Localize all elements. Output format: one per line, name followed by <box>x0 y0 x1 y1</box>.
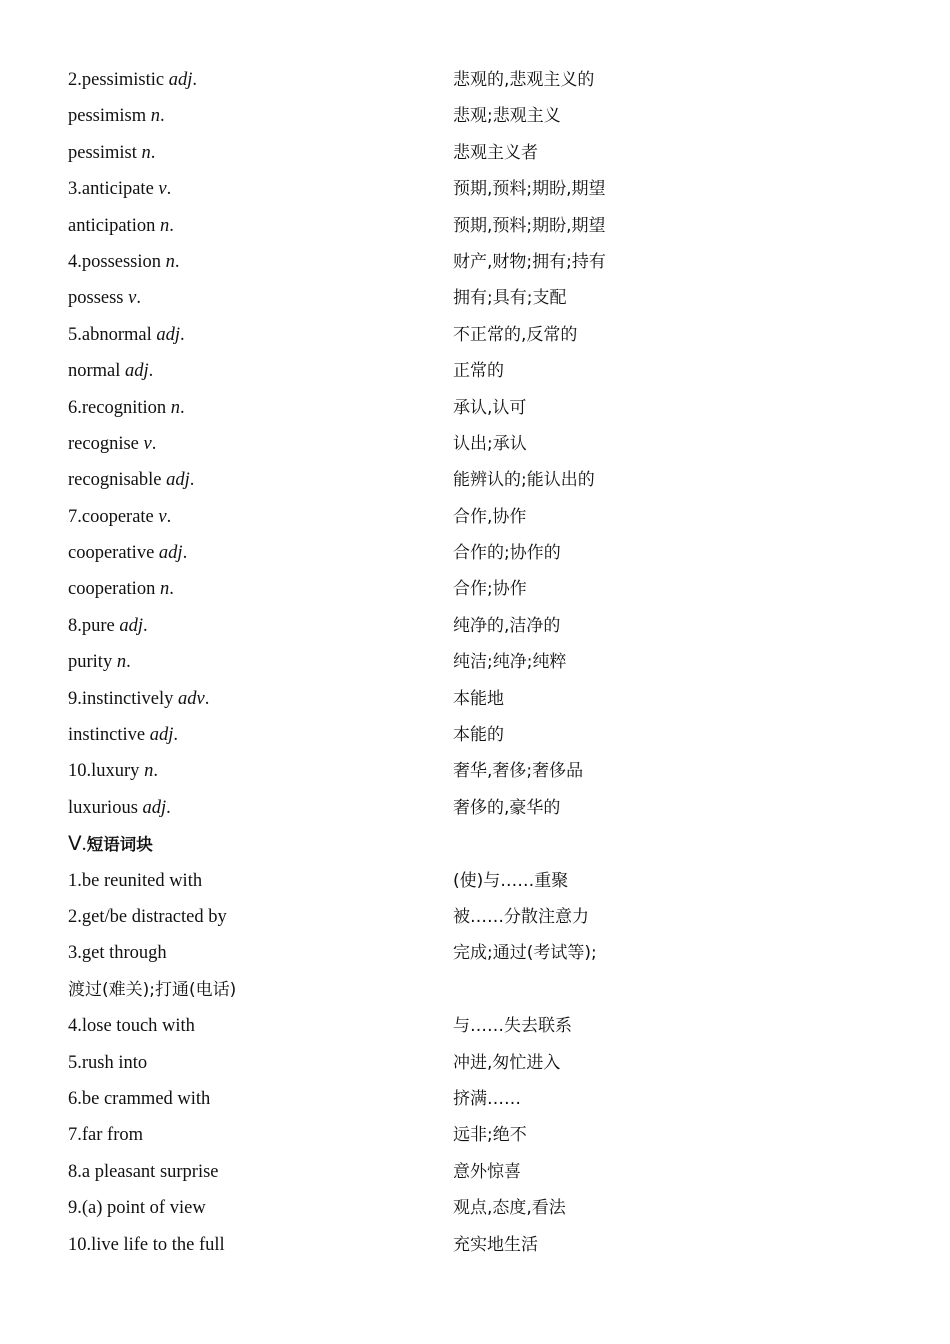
vocab-meaning: 合作;协作 <box>453 579 527 600</box>
vocab-row <box>68 790 888 826</box>
phrase-meaning: 观点,态度,看法 <box>453 1198 566 1219</box>
vocab-term: luxurious adj. <box>68 797 171 818</box>
phrase-term: 6.be crammed with <box>68 1088 211 1109</box>
vocab-meaning: 奢华,奢侈;奢侈品 <box>453 761 584 782</box>
phrase-meaning: 被……分散注意力 <box>453 906 589 927</box>
phrase-term: 1.be reunited with <box>68 870 203 891</box>
vocab-term: purity n. <box>68 652 131 673</box>
vocab-meaning: 拥有;具有;支配 <box>453 288 567 309</box>
phrase-term: 3.get through <box>68 943 167 964</box>
phrase-meaning: 意外惊喜 <box>453 1161 521 1182</box>
phrase-row <box>68 863 888 899</box>
phrase-row <box>68 899 888 935</box>
phrase-meaning: 冲进,匆忙进入 <box>453 1052 561 1073</box>
phrase-row <box>68 1081 888 1117</box>
vocab-meaning: 能辨认的;能认出的 <box>453 470 595 491</box>
vocab-term: 8.pure adj. <box>68 615 148 636</box>
phrase-row <box>68 935 888 971</box>
vocab-row <box>68 535 888 571</box>
vocab-row <box>68 244 888 280</box>
phrase-meaning: (使)与……重聚 <box>453 870 569 891</box>
vocab-term: 7.cooperate v. <box>68 506 172 527</box>
vocab-row <box>68 644 888 680</box>
vocab-term: anticipation n. <box>68 215 174 236</box>
phrase-row <box>68 1154 888 1190</box>
vocabulary-list <box>68 62 888 1263</box>
vocab-row <box>68 135 888 171</box>
vocab-term: 2.pessimistic adj. <box>68 70 197 90</box>
vocab-meaning: 本能的 <box>453 725 504 746</box>
phrase-meaning: 充实地生活 <box>453 1234 538 1255</box>
vocab-row <box>68 571 888 607</box>
vocab-row <box>68 499 888 535</box>
phrase-row <box>68 1117 888 1153</box>
vocab-row <box>68 280 888 316</box>
phrase-row <box>68 1227 888 1263</box>
phrase-term: 5.rush into <box>68 1052 148 1073</box>
vocab-row <box>68 171 888 207</box>
vocab-row <box>68 62 888 98</box>
vocab-term: pessimism n. <box>68 106 165 127</box>
phrase-row <box>68 1190 888 1226</box>
vocab-term: 5.abnormal adj. <box>68 324 185 345</box>
vocab-term: instinctive adj. <box>68 725 178 746</box>
vocab-meaning: 预期,预料;期盼,期望 <box>453 179 606 200</box>
vocab-row <box>68 353 888 389</box>
vocab-row <box>68 98 888 134</box>
phrase-term: 2.get/be distracted by <box>68 906 227 927</box>
vocab-meaning: 认出;承认 <box>453 433 527 454</box>
phrase-meaning: 远非;绝不 <box>453 1125 527 1146</box>
vocab-term: 6.recognition n. <box>68 397 185 418</box>
vocab-meaning: 承认,认可 <box>453 397 527 418</box>
vocab-meaning: 悲观;悲观主义 <box>453 106 561 127</box>
vocab-term: normal adj. <box>68 361 154 382</box>
vocab-meaning: 奢侈的,豪华的 <box>453 797 561 818</box>
vocab-term: 4.possession n. <box>68 251 180 272</box>
vocab-row <box>68 717 888 753</box>
vocab-term: recognise v. <box>68 433 157 454</box>
vocab-term: cooperative adj. <box>68 543 188 564</box>
vocab-row <box>68 681 888 717</box>
vocab-meaning: 财产,财物;拥有;持有 <box>453 251 606 272</box>
vocab-row <box>68 390 888 426</box>
section-heading <box>68 826 888 862</box>
vocab-row <box>68 462 888 498</box>
vocab-row <box>68 317 888 353</box>
section-title: 短语词块 <box>86 835 153 855</box>
phrase-term: 8.a pleasant surprise <box>68 1161 219 1182</box>
vocab-meaning: 合作的;协作的 <box>453 543 561 564</box>
vocab-term: 9.instinctively adv. <box>68 688 210 709</box>
vocab-meaning: 纯洁;纯净;纯粹 <box>453 652 567 673</box>
vocab-meaning: 不正常的,反常的 <box>453 324 578 345</box>
vocab-row <box>68 426 888 462</box>
phrase-meaning-continuation: 渡过(难关);打通(电话) <box>68 979 237 1000</box>
vocab-meaning: 悲观主义者 <box>453 142 538 163</box>
phrase-term: 9.(a) point of view <box>68 1198 206 1219</box>
vocab-meaning: 预期,预料;期盼,期望 <box>453 215 606 236</box>
vocab-meaning: 正常的 <box>453 361 504 382</box>
phrase-term: 7.far from <box>68 1125 143 1146</box>
vocab-term: pessimist n. <box>68 142 156 163</box>
vocab-row <box>68 608 888 644</box>
phrase-meaning: 完成;通过(考试等); <box>453 943 597 964</box>
phrase-row <box>68 1008 888 1044</box>
phrase-term: 4.lose touch with <box>68 1016 195 1037</box>
vocab-meaning: 本能地 <box>453 688 504 709</box>
vocab-term: recognisable adj. <box>68 470 195 491</box>
vocab-meaning: 纯净的,洁净的 <box>453 615 561 636</box>
vocab-row <box>68 208 888 244</box>
vocab-term: cooperation n. <box>68 579 174 600</box>
phrase-meaning: 与……失去联系 <box>453 1016 572 1037</box>
phrase-continuation-row <box>68 972 888 1008</box>
phrase-row <box>68 1045 888 1081</box>
vocab-term: 10.luxury n. <box>68 761 158 782</box>
vocab-meaning: 悲观的,悲观主义的 <box>453 70 595 90</box>
vocab-term: possess v. <box>68 288 141 309</box>
vocab-term: 3.anticipate v. <box>68 179 172 200</box>
section-number: Ⅴ. <box>68 833 87 856</box>
vocab-meaning: 合作,协作 <box>453 506 527 527</box>
vocab-row <box>68 753 888 789</box>
phrase-term: 10.live life to the full <box>68 1234 225 1255</box>
phrase-meaning: 挤满…… <box>453 1088 521 1109</box>
